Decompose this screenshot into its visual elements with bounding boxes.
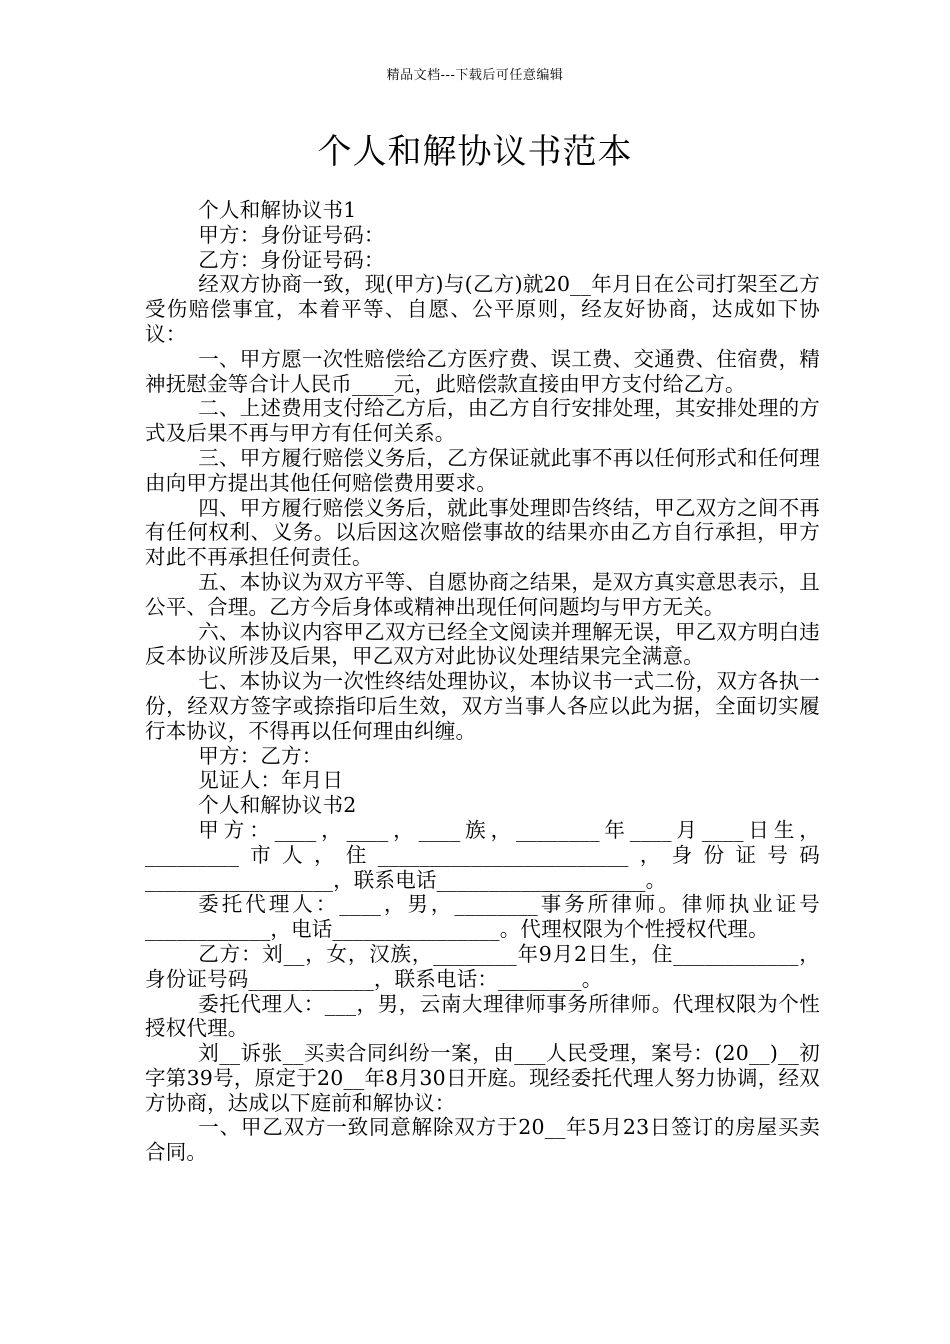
paragraph: 经双方协商一致，现(甲方)与(乙方)就20__年月日在公司打架至乙方受伤赔偿事宜，本着平等、自愿、公平原则，经友好协商，达成如下协议： [145,272,820,346]
paragraph: 四、甲方履行赔偿义务后，就此事处理即告终结，甲乙双方之间不再有任何权利、义务。以后因这次赔偿事故的结果亦由乙方自行承担，甲方对此不再承担任何责任。 [145,495,820,570]
paragraph: 个人和解协议书2 [198,793,357,818]
paragraph: 个人和解协议书1 [198,198,357,222]
paragraph: 乙方：刘__，女，汉族，________年9月2日生，住____________，身份证号码____________，联系电话：________。 [145,941,820,991]
paragraph: 二、上述费用支付给乙方后，由乙方自行安排处理，其安排处理的方式及后果不再与甲方有任何关系。 [145,396,820,446]
page-header: 精品文档---下载后可任意编辑 [386,68,564,83]
paragraph: 一、甲乙双方一致同意解除双方于20__年5月23日签订的房屋买卖合同。 [145,1115,820,1165]
paragraph: 甲方：乙方： [198,743,323,768]
paragraph: 一、甲方愿一次性赔偿给乙方医疗费、误工费、交通费、住宿费，精神抚慰金等合计人民币____元，此赔偿款直接由甲方支付给乙方。 [145,346,820,396]
document-body [145,198,820,1165]
paragraph: 三、甲方履行赔偿义务后，乙方保证就此事不再以任何形式和任何理由向甲方提出其他任何赔偿费用要求。 [145,445,820,495]
paragraph: 甲方：____，____，____族，________年____月____日生，_________市人，住________________________，身份证号码__________________，联系电话____________________。 [145,817,820,892]
paragraph: 六、本协议内容甲乙双方已经全文阅读并理解无误，甲乙双方明白违反本协议所涉及后果，甲乙双方对此协议处理结果完全满意。 [145,619,820,669]
paragraph: 甲方：身份证号码： [198,222,385,247]
paragraph: 刘__诉张__买卖合同纠纷一案，由___人民受理，案号：(20__)__初字第39号，原定于20__年8月30日开庭。现经委托代理人努力协调，经双方协商，达成以下庭前和解协议： [145,1041,820,1115]
paragraph: 五、本协议为双方平等、自愿协商之结果，是双方真实意思表示，且公平、合理。乙方今后身体或精神出现任何问题均与甲方无关。 [145,569,820,619]
document-title: 个人和解协议书范本 [317,132,633,172]
paragraph: 乙方：身份证号码： [198,247,385,272]
paragraph: 委托代理人：___，男，云南大理律师事务所律师。代理权限为个性授权代理。 [145,991,820,1041]
paragraph: 委托代理人：____，男，________事务所律师。律师执业证号____________，电话________________。代理权限为个性授权代理。 [145,892,820,942]
paragraph: 见证人：年月日 [198,768,344,793]
paragraph: 七、本协议为一次性终结处理协议，本协议书一式二份，双方各执一份，经双方签字或捺指印后生效，双方当事人各应以此为据，全面切实履行本协议，不得再以任何理由纠缠。 [145,669,820,743]
